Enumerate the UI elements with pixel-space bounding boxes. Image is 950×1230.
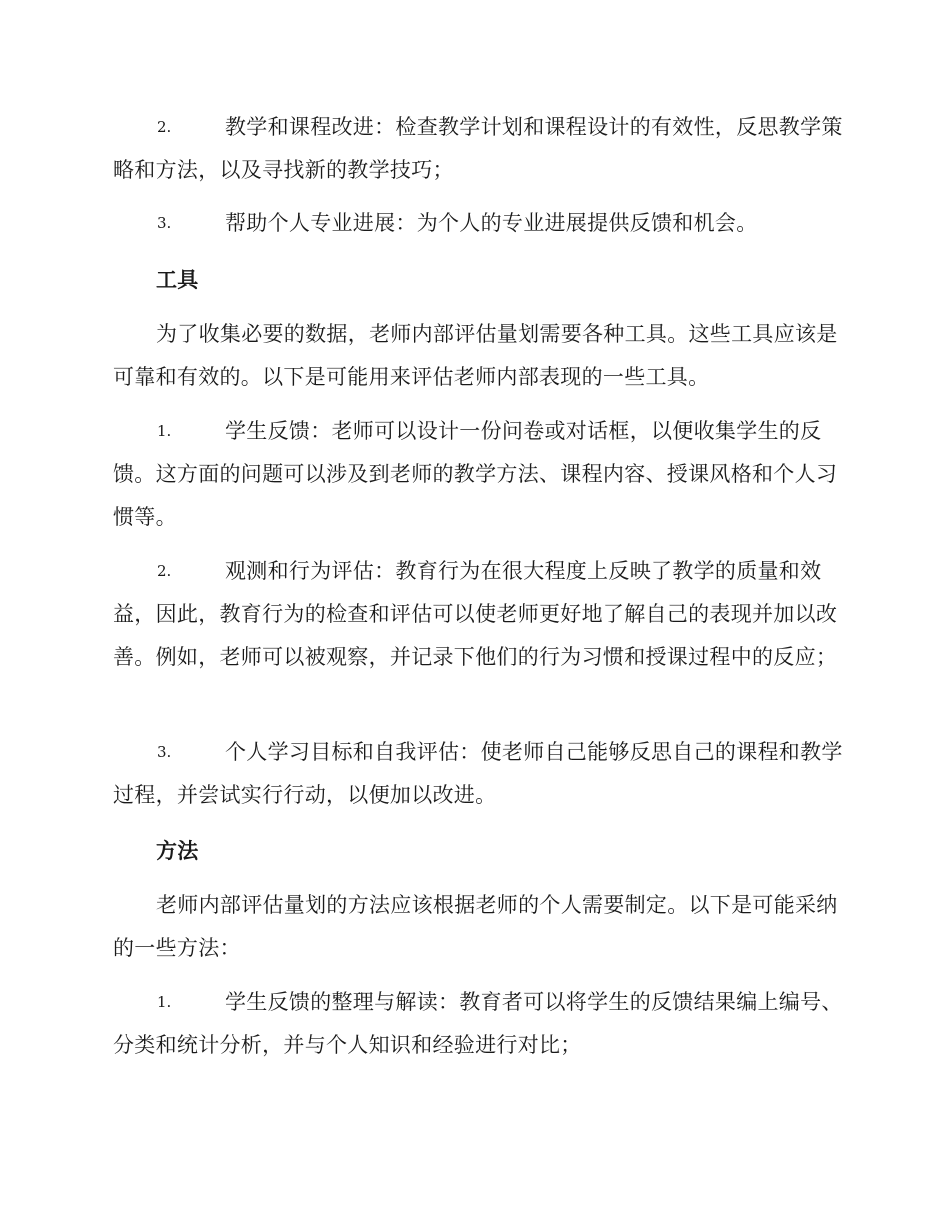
list-text: 观测和行为评估：教育行为在很大程度上反映了教学的质量和效益，因此，教育行为的检查和评估可以使老师更好地了解自己的表现并加以改善。例如，老师可以被观察，并记录下他们的行为习惯和授课过程中的反应；: [113, 559, 838, 669]
list-item: [113, 731, 843, 817]
list-number: 3.: [157, 214, 172, 232]
list-item: [113, 202, 843, 245]
list-number: 2.: [157, 118, 172, 136]
list-text: 教学和课程改进：检查教学计划和课程设计的有效性，反思教学策略和方法，以及寻找新的教学技巧；: [113, 115, 843, 182]
list-item: [113, 106, 843, 192]
list-number: 1.: [157, 422, 172, 440]
list-item: [113, 981, 843, 1067]
list-number: 2.: [157, 562, 172, 580]
section-heading-tools: 工具: [156, 267, 199, 292]
paragraph-methods-intro: 老师内部评估量划的方法应该根据老师的个人需要制定。以下是可能采纳的一些方法：: [113, 893, 838, 960]
list-item: [113, 550, 843, 679]
list-number: 1.: [157, 993, 172, 1011]
section-heading-methods: 方法: [156, 838, 199, 863]
list-text: 学生反馈：老师可以设计一份问卷或对话框，以便收集学生的反馈。这方面的问题可以涉及到老师的教学方法、课程内容、授课风格和个人习惯等。: [113, 419, 838, 529]
list-text: 帮助个人专业进展：为个人的专业进展提供反馈和机会。: [225, 211, 758, 235]
list-text: 学生反馈的整理与解读：教育者可以将学生的反馈结果编上编号、分类和统计分析，并与个人知识和经验进行对比；: [113, 990, 843, 1057]
paragraph-tools-intro: 为了收集必要的数据，老师内部评估量划需要各种工具。这些工具应该是可靠和有效的。以下是可能用来评估老师内部表现的一些工具。: [113, 322, 838, 389]
list-number: 3.: [157, 743, 172, 761]
list-text: 个人学习目标和自我评估：使老师自己能够反思自己的课程和教学过程，并尝试实行行动，以便加以改进。: [113, 740, 843, 807]
list-item: [113, 410, 843, 539]
